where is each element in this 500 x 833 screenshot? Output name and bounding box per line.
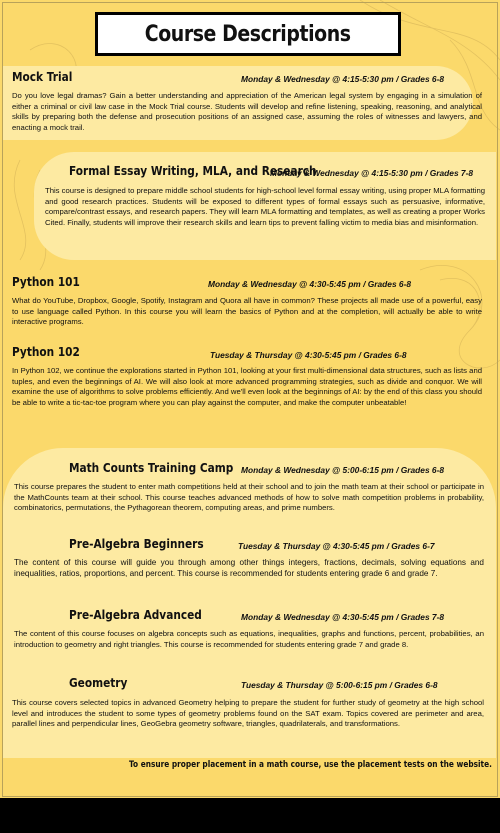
course-name-pre-algebra-advanced: Pre-Algebra Advanced [69,608,202,622]
course-description-formal-essay: This course is designed to prepare middle school students for high-school level formal essay writing, using proper MLA formatting and good research practices. Students will be exposed to different types of formal essays such as persuasive, informative, compare/contrast essays, and research papers. They will learn MLA formatting and templates, as well as creating a proper Works Cited. Finally, students will improve their research skills and learn tips to prevent falling victim to media bias and misinformation. [45,186,485,227]
page-title: Course Descriptions [145,21,351,47]
course-name-math-counts: Math Counts Training Camp [69,461,234,475]
course-name-geometry: Geometry [69,676,128,690]
course-description-pre-algebra-beginners: The content of this course will guide you through among other things integers, fractions, decimals, solving equations and inequalities, ratios, proportions, and percent. This course is recommended for students entering grade 6 and grade 7. [14,558,484,579]
course-name-python-102: Python 102 [12,345,80,359]
course-schedule-mock-trial: Monday & Wednesday @ 4:15-5:30 pm / Grades 6-8 [241,74,445,84]
course-name-python-101: Python 101 [12,275,80,289]
course-description-python-102: In Python 102, we continue the explorations started in Python 101, looking at your first multi-dimensional data structures, such as lists and tuples, and even the beginnings of AI. We will also look at more advanced programming strategies, such as divide and conquor. We will examine the use of algorithms to solve problems efficiently. And we'll even look at the beginnings of AI: by the end of this class you should be able to write a tic-tac-toe program where you can play against the computer, and make the computer unbeatable! [12,366,482,407]
title-box [95,12,401,56]
course-schedule-pre-algebra-advanced: Monday & Wednesday @ 4:30-5:45 pm / Grades 7-8 [241,612,445,622]
course-schedule-geometry: Tuesday & Thursday @ 5:00-6:15 pm / Grades 6-8 [241,680,438,690]
course-name-mock-trial: Mock Trial [12,70,73,84]
course-description-geometry: This course covers selected topics in advanced Geometry helping to prepare the student for further study of geometry at the high school level and introduces the student to some types of geometry problems found on the SAT exam. Topics covered are perimeter and area, parallel lines and perpendicular lines, GeoGebra geometry software, triangles, quadrilaterals, and transformations. [12,698,484,729]
course-name-formal-essay: Formal Essay Writing, MLA, and Research [69,164,317,178]
course-description-mock-trial: Do you love legal dramas? Gain a better understanding and appreciation of the American legal system by engaging in a simulation of either a criminal or civil law case in the Mock Trial course. Students will develop and refine listening, speaking, reasoning, and analytical skills by preparing both the defense and prosecution positions of an assigned case, assuming the roles of witnesses and lawyers, and enacting a mock trail. [12,91,482,132]
placement-note: To ensure proper placement in a math course, use the placement tests on the website. [129,760,492,770]
footer-bar [0,798,500,833]
course-description-math-counts: This course prepares the student to enter math competitions held at their school and to join the math team at their school or participate in the MathCounts team at their school. This course teaches advanced methods of how to solve math competition problems in probability, combinatorics, permutations, the Pythagorean theorem, computing areas, and prime numbers. [14,482,484,513]
course-description-python-101: What do YouTube, Dropbox, Google, Spotify, Instagram and Quora all have in common? These projects all made use of a powerful, easy to use language called Python. In this course you will learn the basics of Python and at the completion, will actually be able to write interactive programs. [12,296,482,327]
course-schedule-formal-essay: Monday & Wednesday @ 4:15-5:30 pm / Grades 7-8 [270,168,474,178]
course-schedule-python-101: Monday & Wednesday @ 4:30-5:45 pm / Grades 6-8 [208,279,412,289]
course-name-pre-algebra-beginners: Pre-Algebra Beginners [69,537,204,551]
course-schedule-math-counts: Monday & Wednesday @ 5:00-6:15 pm / Grades 6-8 [241,465,445,475]
course-schedule-pre-algebra-beginners: Tuesday & Thursday @ 4:30-5:45 pm / Grades 6-7 [238,541,435,551]
course-schedule-python-102: Tuesday & Thursday @ 4:30-5:45 pm / Grades 6-8 [210,350,407,360]
course-description-pre-algebra-advanced: The content of this course focuses on algebra concepts such as equations, inequalities, graphs and functions, percent, probabilities, an introduction to geometry and right triangles. This course is recommended for students entering grade 7 and grade 8. [14,629,484,649]
